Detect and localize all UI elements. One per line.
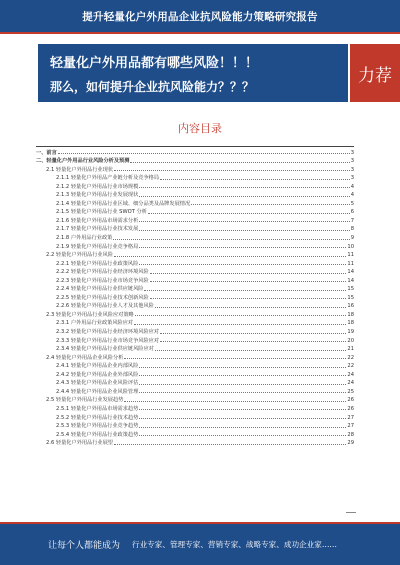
- toc-entry-label: 2.1.3 轻量化户外用品行业发展现状: [56, 192, 139, 199]
- toc-leader-dots: [139, 375, 346, 376]
- toc-leader-dots: [139, 230, 349, 231]
- toc-entry-page: 6: [350, 209, 354, 216]
- toc-entry-page: 28: [347, 431, 354, 438]
- toc-leader-dots: [139, 384, 346, 385]
- banner-question-1: 轻量化户外用品都有哪些风险！！！: [50, 56, 259, 71]
- toc-entry-page: 11: [347, 252, 354, 259]
- toc-leader-dots: [114, 170, 350, 171]
- toc-leader-dots: [130, 162, 349, 163]
- toc-entry[interactable]: [36, 198, 354, 207]
- toc-entry-page: 3: [350, 149, 354, 156]
- toc-entry-page: 22: [347, 363, 354, 370]
- toc-entry-label: 一、前言: [36, 149, 57, 156]
- toc-leader-dots: [114, 444, 346, 445]
- toc-entry-page: 18: [347, 311, 354, 318]
- toc-entry-page: 9: [350, 235, 354, 242]
- toc-entry-page: 5: [350, 200, 354, 207]
- toc-entry-page: 27: [347, 414, 354, 421]
- toc-leader-dots: [155, 307, 347, 308]
- toc-entry-page: 14: [347, 269, 354, 276]
- toc-leader-dots: [139, 264, 346, 265]
- toc-leader-dots: [160, 333, 346, 334]
- toc-entry[interactable]: [36, 326, 354, 335]
- toc-entry-label: 2.3.3 轻量化户外用品行业市场竞争风险应对: [56, 337, 160, 344]
- toc-entry[interactable]: [36, 173, 354, 182]
- toc-leader-dots: [58, 153, 350, 154]
- toc-entry[interactable]: [36, 181, 354, 190]
- toc-entry-page: 24: [347, 371, 354, 378]
- toc-entry-page: 14: [347, 277, 354, 284]
- toc-leader-dots: [139, 435, 346, 436]
- toc-leader-dots: [139, 392, 346, 393]
- toc-entry-page: 4: [350, 183, 354, 190]
- toc-entry-page: 20: [347, 337, 354, 344]
- toc-entry-label: 2.2.1 轻量化户外用品行业政策风险: [56, 260, 139, 267]
- toc-entry-label: 2.4.2 轻量化户外用品企业外部风险: [56, 371, 139, 378]
- toc-entry-label: 2.1.8 户外用品行业政策: [56, 235, 113, 242]
- toc-entry-label: 2.1 轻量化户外用品行业现状: [46, 166, 113, 173]
- toc-entry-label: 2.6 轻量化户外用品行业展望: [46, 440, 113, 447]
- toc-entry-label: 2.4.3 轻量化户外用品企业风险评估: [56, 380, 139, 387]
- toc-entry[interactable]: [36, 378, 354, 387]
- toc-leader-dots: [160, 179, 350, 180]
- toc-entry-page: 3: [350, 175, 354, 182]
- toc-entry-label: 2.1.6 轻量化户外用品市场需求分析: [56, 217, 139, 224]
- toc-entry[interactable]: [36, 438, 354, 447]
- toc-leader-dots: [150, 281, 347, 282]
- toc-entry[interactable]: [36, 275, 354, 284]
- footer-slogan: 让每个人都能成为: [48, 541, 121, 551]
- toc-leader-dots: [139, 187, 349, 188]
- toc-entry-page: 19: [347, 329, 354, 336]
- toc-entry-label: 2.5.3 轻量化户外用品行业竞争趋势: [56, 423, 139, 430]
- toc-leader-dots: [150, 298, 347, 299]
- toc-entry[interactable]: [36, 309, 354, 318]
- header-bar: [0, 0, 400, 34]
- toc-entry-page: 21: [347, 346, 354, 353]
- toc-entry[interactable]: [36, 344, 354, 353]
- toc-entry-label: 2.5.2 轻量化户外用品行业技术趋势: [56, 414, 139, 421]
- toc-entry[interactable]: [36, 250, 354, 259]
- toc-entry[interactable]: [36, 352, 354, 361]
- toc-entry-label: 2.5.1 轻量化户外用品市场需求趋势: [56, 405, 139, 412]
- toc-entry[interactable]: [36, 403, 354, 412]
- toc-entry[interactable]: [36, 395, 354, 404]
- question-banner: [38, 44, 400, 102]
- toc-entry[interactable]: [36, 258, 354, 267]
- recommend-tab: [348, 44, 400, 102]
- toc-entry-label: 2.3.4 轻量化户外用品行业供应链风险应对: [56, 346, 154, 353]
- toc-entry-page: 29: [347, 440, 354, 447]
- toc-entry-label: 2.1.2 轻量化户外用品行业市场规模: [56, 183, 139, 190]
- toc-entry-page: 10: [347, 243, 354, 250]
- report-title: 提升轻量化户外用品企业抗风险能力策略研究报告: [82, 10, 318, 23]
- toc-entry-page: 26: [347, 405, 354, 412]
- toc-entry[interactable]: [36, 421, 354, 430]
- toc-entry-label: 2.5.4 轻量化户外用品行业政策趋势: [56, 431, 139, 438]
- toc-leader-dots: [139, 427, 346, 428]
- toc-leader-dots: [191, 204, 350, 205]
- toc-entry[interactable]: [36, 164, 354, 173]
- toc-entry-page: 18: [347, 320, 354, 327]
- toc-entry-label: 2.4.4 轻量化户外用品企业风险管理: [56, 388, 139, 395]
- toc-entry-label: 2.1.7 轻量化户外用品行业技术发展: [56, 226, 139, 233]
- toc-entry-page: 15: [347, 294, 354, 301]
- toc-leader-dots: [139, 196, 349, 197]
- toc-entry-label: 2.4.1 轻量化户外用品企业内部风险: [56, 363, 139, 370]
- toc-entry-page: 4: [350, 192, 354, 199]
- toc-entry-label: 2.2.3 轻量化户外用品行业市场竞争风险: [56, 277, 149, 284]
- toc-entry[interactable]: [36, 215, 354, 224]
- toc-entry-label: 2.3 轻量化户外用品行业风险应对策略: [46, 311, 134, 318]
- toc-entry[interactable]: [36, 232, 354, 241]
- recommend-tab-label: 力荐: [358, 65, 392, 86]
- toc-entry-label: 2.1.5 轻量化户外用品行业 SWOT 分析: [56, 209, 147, 216]
- toc-entry-label: 二、轻量化户外用品行业风险分析及预测: [36, 158, 130, 165]
- toc-entry-page: 16: [347, 303, 354, 310]
- toc-entry[interactable]: [36, 386, 354, 395]
- toc-leader-dots: [124, 358, 346, 359]
- toc-entry-label: 2.4 轻量化户外用品企业风险分析: [46, 354, 124, 361]
- toc-entry[interactable]: [36, 224, 354, 233]
- toc-entry[interactable]: [36, 267, 354, 276]
- toc-entry-page: 3: [350, 158, 354, 165]
- toc-leader-dots: [114, 256, 346, 257]
- toc-leader-dots: [150, 273, 347, 274]
- toc-leader-dots: [139, 221, 349, 222]
- toc-entry-label: 2.3.1 户外用品行业政策风险应对: [56, 320, 134, 327]
- toc-entry-label: 2.2.5 轻量化户外用品行业技术创新风险: [56, 294, 149, 301]
- toc-leader-dots: [139, 367, 346, 368]
- toc-leader-dots: [124, 401, 346, 402]
- toc-entry[interactable]: [36, 318, 354, 327]
- toc-entry[interactable]: [36, 156, 354, 165]
- toc-entry-page: 7: [350, 217, 354, 224]
- toc-leader-dots: [148, 213, 350, 214]
- toc-leader-dots: [139, 418, 346, 419]
- footer-roles: 行业专家、管理专家、营销专家、战略专家、成功企业家……: [132, 540, 338, 549]
- toc-entry-label: 2.1.4 轻量化户外用品行业区域、细分品类及品牌发展情况: [56, 200, 191, 207]
- toc-entry-page: 15: [347, 286, 354, 293]
- toc-entry[interactable]: [36, 429, 354, 438]
- toc-entry-page: 24: [347, 380, 354, 387]
- toc-entry-page: 3: [350, 166, 354, 173]
- toc-entry-page: 25: [347, 388, 354, 395]
- toc-entry[interactable]: [36, 335, 354, 344]
- toc-entry[interactable]: [36, 284, 354, 293]
- toc-entry[interactable]: [36, 147, 354, 156]
- toc-leader-dots: [160, 341, 346, 342]
- toc-entry-label: 2.1.9 轻量化户外用品行业竞争格局: [56, 243, 139, 250]
- toc-entry-page: 27: [347, 423, 354, 430]
- toc-entry[interactable]: [36, 241, 354, 250]
- toc-leader-dots: [155, 350, 347, 351]
- toc-entry-page: 26: [347, 397, 354, 404]
- toc-entry-label: 2.1.1 轻量化户外用品产业链分析及竞争格局: [56, 175, 160, 182]
- toc-title: 内容目录: [178, 122, 222, 135]
- toc-entry-label: 2.2.6 轻量化户外用品行业人才及其他风险: [56, 303, 154, 310]
- toc-entry-page: 22: [347, 354, 354, 361]
- toc-entry-label: 2.2.4 轻量化户外用品行业供应链风险: [56, 286, 144, 293]
- toc-entry[interactable]: [36, 361, 354, 370]
- toc-leader-dots: [144, 290, 346, 291]
- toc-entry-page: 11: [347, 260, 354, 267]
- toc-entry[interactable]: [36, 369, 354, 378]
- toc-leader-dots: [134, 324, 346, 325]
- toc-entry[interactable]: [36, 190, 354, 199]
- toc-entry[interactable]: [36, 207, 354, 216]
- toc-entry-label: 2.3.2 轻量化户外用品行业经济环境风险应对: [56, 329, 160, 336]
- toc-leader-dots: [113, 239, 349, 240]
- toc-entry-label: 2.5 轻量化户外用品行业发展趋势: [46, 397, 124, 404]
- toc-leader-dots: [135, 315, 347, 316]
- toc-entry-page: 8: [350, 226, 354, 233]
- toc-entry[interactable]: [36, 292, 354, 301]
- page-number-dash: [346, 512, 356, 513]
- banner-question-2: 那么，如何提升企业抗风险能力？？？: [50, 80, 255, 94]
- toc-entry-label: 2.2 轻量化户外用品行业风险: [46, 252, 113, 259]
- table-of-contents: [36, 146, 354, 446]
- toc-entry[interactable]: [36, 301, 354, 310]
- footer-bar: [0, 522, 400, 565]
- toc-leader-dots: [139, 247, 346, 248]
- toc-entry[interactable]: [36, 412, 354, 421]
- toc-leader-dots: [139, 409, 346, 410]
- toc-entry-label: 2.2.2 轻量化户外用品行业经济环境风险: [56, 269, 149, 276]
